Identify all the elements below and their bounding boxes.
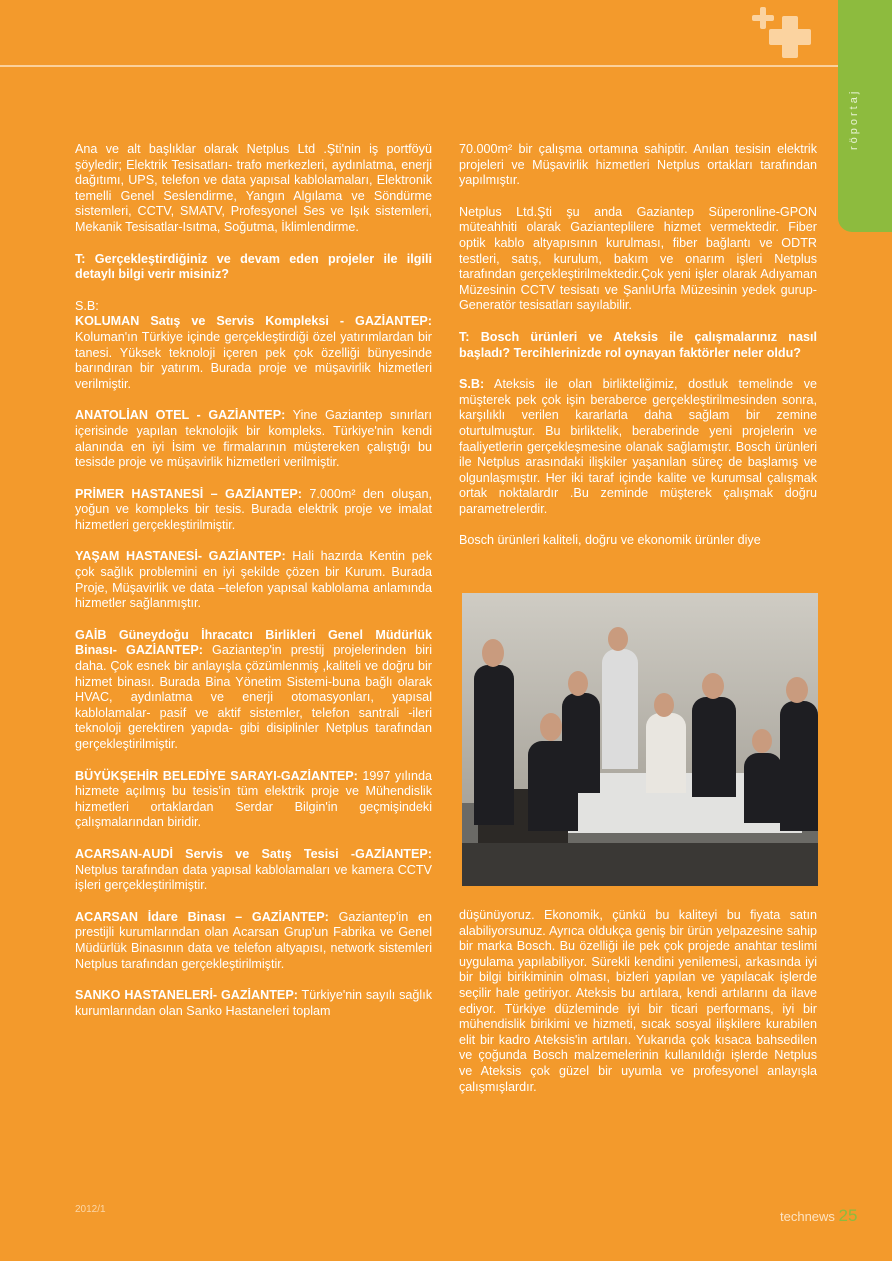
project-text: Yine Gaziantep sınırları içerisinde yapılan teknolojik bir kompleks. Türkiye'nin kendi alanında en iyi İsim ve firmalarının müştereken çalıştığı bu tesisde proje ve müşavirlik hizmetleri verilmiştir.	[75, 408, 432, 470]
project-title: GAİB Güneydoğu İhracatcı Birlikleri Genel Müdürlük Binası- GAZİANTEP:	[75, 627, 432, 658]
project-entry	[75, 769, 432, 831]
intro-paragraph: Ana ve alt başlıklar olarak Netplus Ltd .Şti'nin iş portföyü şöyledir; Elektrik Tesisatları- trafo merkezleri, aydınlatma, enerji dağıtımı, UPS, telefon ve data yapısal kablolamaları, Elektronik temelli Genel Seslendirme, Yangın Algılama ve Söndürme sistemleri, CCTV, SMATV, Profesyonel Ses ve Işık sistemleri, Mekanik Tesisatlar-Isıtma, Soğutma, İklimlendirme.	[75, 142, 432, 234]
project-title: ACARSAN-AUDİ Servis ve Satış Tesisi -GAZİANTEP:	[75, 846, 432, 861]
project-title: SANKO HASTANELERİ- GAZİANTEP:	[75, 988, 298, 1003]
answer-paragraph	[459, 377, 817, 517]
plus-icon-large	[769, 16, 811, 58]
project-entry	[75, 314, 432, 392]
project-title: BÜYÜKŞEHİR BELEDİYE SARAYI-GAZİANTEP:	[75, 768, 358, 783]
issue-label: 2012/1	[75, 1204, 106, 1215]
interview-question: T: Gerçekleştirdiğiniz ve devam eden projeler ile ilgili detaylı bilgi verir misiniz?	[75, 251, 432, 282]
project-entry	[75, 408, 432, 470]
right-column	[459, 142, 817, 565]
project-entry	[75, 628, 432, 753]
project-list	[75, 314, 432, 1019]
right-paragraph-2: Netplus Ltd.Şti şu anda Gaziantep Süperonline-GPON müteahhiti olarak Gazianteplilere hizmet vermektedir. Fiber optik kablo altyapısının kurulması, fiber bağlantı ve ODTR testleri, satış, kurulum, bakım ve onarım işleri Netplus tarafından gerçekleştirilmektedir.Çok yeni işler olarak Adıyaman Müzesinin CCTV tesisatı ve ŞanlıUrfa Müzesinin yedek gurup- Generatör tesisatları sayılabilir.	[459, 204, 817, 313]
answer-label: S.B:	[75, 298, 99, 313]
header-rule	[0, 65, 838, 67]
project-text: 1997 yılında hizmete açılmış bu tesis'in tüm elektrik proje ve Mühendislik hizmetleri ortaklardan Serdar Bilgin'in geçmişindeki çalışmalarından biridir.	[75, 768, 433, 830]
project-title: YAŞAM HASTANESİ- GAZİANTEP:	[75, 549, 286, 564]
project-text: Netplus tarafından data yapısal kablolamaları ve kamera CCTV işleri gerçekleştirilmiştir.	[75, 862, 432, 893]
project-text: Gaziantep'in prestij projelerinden biri daha. Çok esnek bir anlayışla çözümlenmiş ,kaliteli ve doğru bir hizmet binası. Burada Bina Yönetim Sistemi-buna bağlı olarak HVAC, aydınlatma ve enerji otomasyonları, yapısal kablolamalar- pasif ve aktif sistemler, telefon santrali -ileri teknoloji gerektiren yapıda- gibi disiplinler Netplus tarafından gerçekleştirilmiştir.	[75, 643, 432, 751]
pre-photo-text: Bosch ürünleri kaliteli, doğru ve ekonomik ürünler diye	[459, 533, 761, 548]
magazine-name: technews	[780, 1209, 835, 1224]
page-number: 25	[838, 1206, 858, 1225]
project-text: 7.000m² den oluşan, yoğun ve kompleks bir tesis. Burada elektrik proje ve imalat hizmetleri gerçekleştirilmiştir.	[75, 486, 432, 532]
project-entry	[75, 988, 432, 1019]
project-entry	[75, 910, 432, 972]
project-entry	[75, 549, 432, 611]
interview-question-2: T: Bosch ürünleri ve Ateksis ile çalışmalarınız nasıl başladı? Tercihlerinizde rol oynayan faktörler neler oldu?	[459, 329, 817, 360]
project-title: ACARSAN İdare Binası – GAZİANTEP:	[75, 909, 329, 924]
left-column	[75, 142, 432, 1035]
answer-text: Ateksis ile olan birlikteliğimiz, dostluk temelinde ve müşterek pek çok işin beraberce gerçekleştirilmesinden sonra, karşılıklı verilen kararlarla daha sağlam bir zemine oturtulmuştur. Bu birliktelik, beraberinde yeni projelerin ve faaliyetlerin gerçekleşmesine olanak sağlamıştır. Bosch ürünleri ile Netplus arasındaki ilişkiler yaşanılan süreç de başlamış ve olgunlaşmıştır. Her iki taraf içinde kalite ve kurumsal çalışmak ortak noktalardır .Bu zeminde müşterek çalışmak doğru parametrelerdir.	[459, 377, 817, 516]
right-paragraph-1: 70.000m² bir çalışma ortamına sahiptir. Anılan tesisin elektrik projeleri ve Müşavirlik hizmetleri Netplus ortakları tarafından yapılmıştır.	[459, 142, 817, 188]
project-title: PRİMER HASTANESİ – GAZİANTEP:	[75, 486, 302, 501]
section-tab-label: röportaj	[848, 88, 860, 150]
project-title: ANATOLİAN OTEL - GAZİANTEP:	[75, 408, 286, 423]
page-footer	[780, 1206, 857, 1226]
post-photo-text: düşünüyoruz. Ekonomik, çünkü bu kaliteyi bu fiyata satın alabiliyorsunuz. Ayrıca oldukça geniş bir ürün yelpazesine sahip bir marka Bosch. Bu özelliği ile pek çok projede anahtar teslimi uygulama yapılabiliyor. Sürekli kendini yenilemesi, arkasında iyi bir bilgi birikiminin olması, bizleri yapılan ve yapılacak işlerde seçilir hale getiriyor. Ateksis bu artılara, kendi artılarını da ilave ediyor. Türkiye düzleminde iyi bir ticari performans, iyi bir mühendislik birikimi ve hizmeti, sıcak sosyal ilişkilere kurabilen elit bir kadro Ateksis'in artıları. Yukarıda çok kısaca bahsedilen ve çoğunda Bosch malzemelerinin kullanıldığı işlerde Netplus ve Ateksis çok güzel bir uyumla ve profesyonel anlayışla çalışmışlardır.	[459, 908, 817, 1094]
project-text: Gaziantep'in en prestijli kurumlarından olan Acarsan Grup'un Fabrika ve Genel Müdürlük Binasının data ve telefon altyapısı, network sistemleri Netplus tarafından gerçekleştirilmiştir.	[75, 909, 432, 971]
project-entry	[75, 847, 432, 894]
project-entry	[75, 487, 432, 534]
section-tab	[838, 0, 892, 232]
project-title: KOLUMAN Satış ve Servis Kompleksi - GAZİANTEP:	[75, 314, 432, 329]
right-column-continued	[459, 908, 817, 1111]
team-photo	[462, 593, 818, 886]
answer-label-2: S.B:	[459, 377, 485, 392]
project-text: Koluman'ın Türkiye içinde gerçekleştirdiği özel yatırımlardan bir tanesi. Yüksek teknoloji içeren pek çok özelliği bünyesinde barındıran bir yatırım. Burada proje ve müşavirlik hizmetleri verilmiştir.	[75, 329, 432, 391]
project-text: Hali hazırda Kentin pek çok sağlık problemini en iyi şekilde çözen bir Kurum. Burada Proje, Müşavirlik ve data –telefon yapısal kablolama anlamında hizmetler sağlanmıştır.	[75, 549, 432, 611]
project-text: Türkiye'nin sayılı sağlık kurumlarından olan Sanko Hastaneleri toplam	[75, 988, 432, 1018]
